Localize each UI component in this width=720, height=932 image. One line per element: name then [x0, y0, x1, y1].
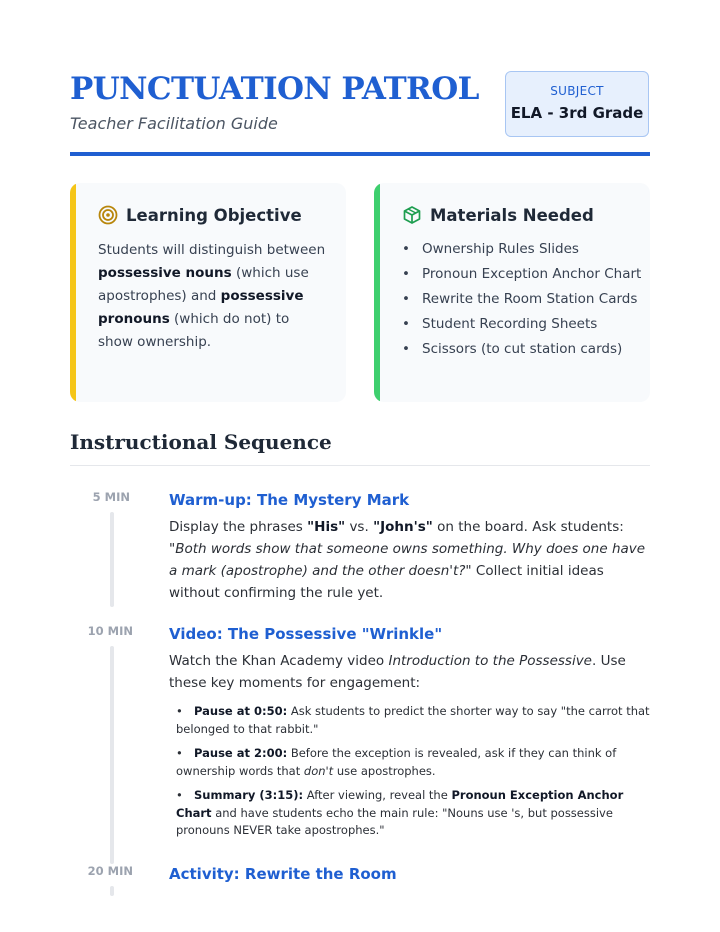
- step-description: Display the phrases "His" vs. "John's" on the board. Ask students: "Both words show that someone owns something. Why does one have a mark (apostrophe) and the other doesn't?" Collect initial ideas without confirming the rule yet.: [169, 519, 646, 601]
- list-item: • Pronoun Exception Anchor Chart: [402, 266, 642, 282]
- card-heading: [98, 205, 302, 225]
- target-icon: [98, 205, 118, 225]
- step-title: Warm-up: The Mystery Mark: [169, 491, 410, 509]
- step-description: Watch the Khan Academy video Introduction to the Possessive. Use these key moments for engagement:: [169, 653, 626, 691]
- step-time: 5 MIN: [92, 490, 130, 504]
- list-item: • Scissors (to cut station cards): [402, 341, 623, 357]
- step-time: 10 MIN: [87, 624, 133, 638]
- objective-text: Students will distinguish between possessive nouns (which use apostrophes) and possessive pronouns (which do not) to show ownership.: [98, 242, 326, 350]
- card-accent-bar: [70, 183, 76, 402]
- subject-label: SUBJECT: [550, 84, 604, 98]
- section-divider: [70, 465, 650, 466]
- learning-objective-card: [70, 183, 346, 402]
- timeline-line: [110, 886, 114, 896]
- engagement-list: [176, 703, 650, 847]
- objective-title: Learning Objective: [126, 205, 302, 225]
- list-item: • Student Recording Sheets: [402, 316, 598, 332]
- box-icon: [402, 205, 422, 225]
- list-item: • Rewrite the Room Station Cards: [402, 291, 638, 307]
- materials-card: [374, 183, 650, 402]
- page-title: PUNCTUATION PATROL: [70, 71, 479, 107]
- materials-title: Materials Needed: [430, 205, 594, 225]
- step-title: Video: The Possessive "Wrinkle": [169, 625, 443, 643]
- timeline-line: [110, 646, 114, 864]
- step-time: 20 MIN: [87, 864, 133, 878]
- step-title: Activity: Rewrite the Room: [169, 865, 397, 883]
- materials-list: [402, 239, 642, 364]
- list-item: • Pause at 2:00: Before the exception is revealed, ask if they can think of ownership words that don't use apostrophes.: [176, 746, 617, 778]
- timeline-line: [110, 512, 114, 607]
- list-item: • Summary (3:15): After viewing, reveal the Pronoun Exception Anchor Chart and have students echo the main rule: "Nouns use 's, but possessive pronouns NEVER take apostrophes.": [176, 788, 624, 837]
- section-title: Instructional Sequence: [70, 430, 332, 454]
- header-divider: [70, 152, 650, 156]
- card-heading: [402, 205, 594, 225]
- list-item: • Ownership Rules Slides: [402, 241, 579, 257]
- subject-badge: [505, 71, 649, 137]
- card-accent-bar: [374, 183, 380, 402]
- list-item: • Pause at 0:50: Ask students to predict the shorter way to say "the carrot that belonged to that rabbit.": [176, 704, 650, 736]
- page-subtitle: Teacher Facilitation Guide: [70, 114, 278, 133]
- subject-value: ELA - 3rd Grade: [510, 104, 644, 122]
